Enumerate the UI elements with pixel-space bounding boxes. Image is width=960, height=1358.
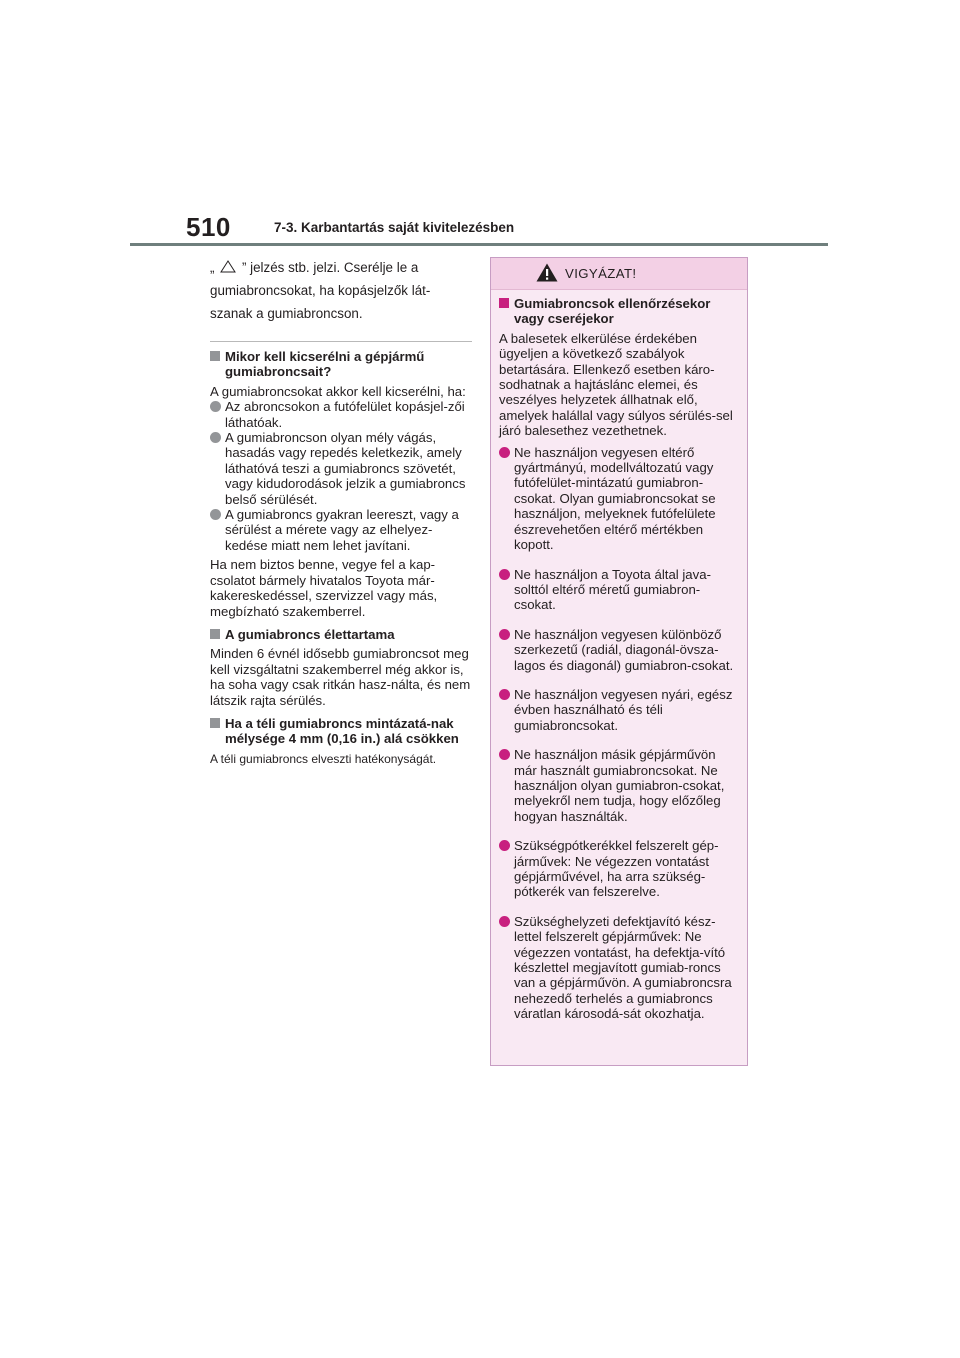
intro-paragraph <box>210 256 472 325</box>
round-bullet-icon <box>499 689 510 700</box>
section-title: 7-3. Karbantartás saját kivitelezésben <box>274 220 515 235</box>
list-item-text: Ne használjon vegyesen különböző szerkezetű (radiál, diagonál-övsza-lagos és diagonál) gumiabron-csokat. <box>514 626 734 673</box>
warning-list-item <box>499 914 737 1022</box>
quote-open: „ <box>210 260 215 275</box>
header-rule <box>130 243 828 246</box>
square-bullet-icon <box>210 629 220 639</box>
warning-list-item <box>499 445 737 553</box>
list-item <box>210 507 472 553</box>
warning-content <box>491 290 747 1022</box>
intro-line1: ” jelzés stb. jelzi. Cserélje le a <box>241 260 419 275</box>
section-heading <box>210 349 472 380</box>
body-text: Minden 6 évnél idősebb gumiabroncsot meg kell vizsgáltatni szakemberrel még akkor is, ha soha vagy csak ritkán hasz-nálta, és nem látszik rajta sérülés. <box>210 646 471 708</box>
warning-heading <box>499 296 737 327</box>
list-item <box>210 399 472 430</box>
body-text: A téli gumiabroncs elveszti hatékonyságát. <box>210 751 437 766</box>
warning-list-item <box>499 687 737 733</box>
heading-text: Gumiabroncsok ellenőrzésekor vagy cseréjekor <box>514 296 711 327</box>
section-heading <box>210 716 472 747</box>
warning-title: VIGYÁZAT! <box>565 266 637 281</box>
tread-wear-triangle-icon <box>220 260 236 273</box>
section-when-to-replace <box>210 349 472 619</box>
intro-line3: szanak a gumiabroncson. <box>210 306 363 321</box>
warning-header <box>491 258 747 290</box>
heading-text: Mikor kell kicserélni a gépjármű gumiabroncsait? <box>225 349 425 380</box>
warning-intro: A balesetek elkerülése érdekében ügyeljen a következő szabályok betartására. Ellenkező esetben káro-sodhatnak a hajtáslánc elemei, és veszélyes helyzetek állhatnak elő, amelyek halállal vagy súlyos sérülés-sel járó balesethez vezethetnek. <box>499 330 733 439</box>
round-bullet-icon <box>499 916 510 927</box>
heading-text: Ha a téli gumiabroncs mintázatá-nak mélysége 4 mm (0,16 in.) alá csökken <box>225 715 459 747</box>
section-heading <box>210 627 472 642</box>
round-bullet-icon <box>210 509 221 520</box>
page-number: 510 <box>186 212 231 242</box>
warning-triangle-icon <box>536 263 558 282</box>
round-bullet-icon <box>499 749 510 760</box>
list-item-text: Ne használjon vegyesen eltérő gyártmányú, modellváltozatú vagy futófelület-mintázatú gumiabron-csokat. Olyan gumiabroncsokat se használjon, melyeknek futófelülete észrevehetően eltérő mértékben kopott. <box>514 444 716 553</box>
round-bullet-icon <box>210 432 221 443</box>
warning-box <box>490 257 748 1066</box>
square-bullet-icon <box>210 718 220 728</box>
left-column <box>210 256 472 767</box>
list-item <box>210 430 472 507</box>
section-tire-lifetime <box>210 627 472 708</box>
square-bullet-icon <box>499 298 509 308</box>
section-divider <box>210 341 472 342</box>
square-bullet-icon <box>210 351 220 361</box>
body-text: A gumiabroncsokat akkor kell kicserélni, ha: <box>210 383 466 399</box>
round-bullet-icon <box>210 401 221 412</box>
heading-text: A gumiabroncs élettartama <box>225 626 395 642</box>
warning-list-item <box>499 838 737 900</box>
round-bullet-icon <box>499 629 510 640</box>
list-item-text: Ne használjon a Toyota által java-solttól eltérő méretű gumiabron-csokat. <box>514 566 711 613</box>
list-item-text: A gumiabroncs gyakran leereszt, vagy a sérülést a mérete vagy az elhelyez-kedése miatt nem lehet javítani. <box>225 507 459 553</box>
section-winter-tire-depth <box>210 716 472 767</box>
warning-list-item <box>499 567 737 613</box>
intro-line2: gumiabroncsokat, ha kopásjelzők lát- <box>210 283 431 298</box>
list-item-text: Szükségpótkerékkel felszerelt gép-járművek: Ne végezzen vontatást gépjárművével, ha arra szükség-pótkerék van felszerelve. <box>514 838 719 900</box>
round-bullet-icon <box>499 447 510 458</box>
list-item-text: A gumiabroncson olyan mély vágás, hasadás vagy repedés keletkezik, amely láthatóvá teszi a gumiabroncs szövetét, vagy kidudorodások jelzik a gumiabroncs belső sérülését. <box>225 430 466 507</box>
round-bullet-icon <box>499 840 510 851</box>
list-item-text: Az abroncsokon a futófelület kopásjel-zői láthatóak. <box>225 399 465 430</box>
warning-list-item <box>499 627 737 673</box>
list-item-text: Szükséghelyzeti defektjavító kész-lettel felszerelt gépjárművek: Ne végezzen vontatást, ha defektja-vító készlettel megjavított gumiab-roncs van a gépjárművön. A gumiabroncsra nehezedő terhelés a gumiabroncs váratlan károsodá-sát okozhatja. <box>514 913 732 1022</box>
round-bullet-icon <box>499 569 510 580</box>
list-item-text: Ne használjon másik gépjárművön már használt gumiabroncsokat. Ne használjon olyan gumiabron-csokat, melyekről nem tudja, hogy előzőleg hogyan használták. <box>514 747 725 824</box>
body-text: Ha nem biztos benne, vegye fel a kap-csolatot bármely hivatalos Toyota már-kakereskedéssel, szervizzel vagy más, megbízható szakemberrel. <box>210 557 438 619</box>
list-item-text: Ne használjon vegyesen nyári, egész évben használható és téli gumiabroncsokat. <box>514 686 733 733</box>
warning-list-item <box>499 747 737 824</box>
